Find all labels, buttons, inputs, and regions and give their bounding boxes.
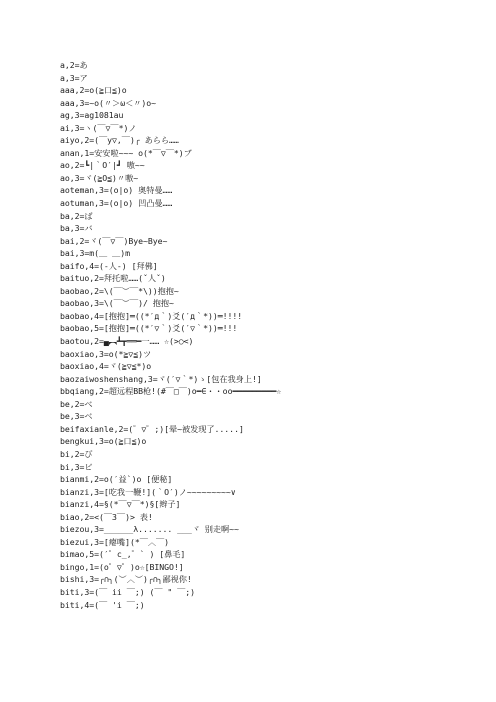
text-line: biezou,3=______λ....... ___ヾ 别走啊~~ — [60, 524, 239, 535]
text-line: baobao,5=[抱抱]═((*′▽｀)爻(′▽｀*))═!!! — [60, 323, 238, 334]
text-line: bai,3=m(＿ ＿)m — [60, 248, 130, 259]
text-line: be,2=べ — [60, 398, 93, 409]
text-line: bianzi,4=§(*￣▽￣*)§[辫子] — [60, 499, 181, 510]
text-line: bengkui,3=o(≧口≦)o — [60, 436, 147, 447]
text-line: baoxiao,3=o(*≧▽≦)ツ — [60, 348, 152, 359]
text-line: ba,2=ば — [60, 210, 93, 221]
text-line: a,3=ア — [60, 72, 88, 83]
text-line: baoxiao,4=ヾ(≧▽≦*)o — [60, 361, 152, 372]
text-line: aaa,2=o(≧口≦)o — [60, 85, 127, 96]
text-line: baobao,4=[抱抱]═((*′д｀)爻(′д｀*))═!!!! — [60, 310, 243, 321]
text-line: anan,1=安安啦~~~ o(*￣▽￣*)ブ — [60, 147, 192, 158]
text-line: ai,3=ヽ(￣▽￣*)ノ — [60, 122, 137, 133]
text-line: bi,3=ビ — [60, 461, 93, 472]
text-line: bimao,5=(′゜c_,゜` ) [鼻毛] — [60, 549, 186, 560]
text-line: ao,3=ヾ(≧O≦)〃嗷~ — [60, 172, 139, 183]
text-line: biezui,3=[瘪嘴](*￣︿￣) — [60, 536, 169, 547]
text-line: baifo,4=(-人-) [拜佛] — [60, 260, 158, 271]
text-line: be,3=ベ — [60, 411, 93, 422]
text-line: bingo,1=(o゜▽゜)o☆[BINGO!] — [60, 561, 184, 572]
text-line: aaa,3=~o(〃＞ω＜〃)o~ — [60, 97, 156, 108]
text-line: baobao,2=\(￣︶￣*\))抱抱~ — [60, 285, 179, 296]
text-line: baituo,2=拜托啦……(ˇ人ˇ) — [60, 273, 166, 284]
text-line: biti,3=(￣ ii ￣;) (￣ " ￣;) — [60, 586, 196, 597]
text-line: ao,2=┗|｀O′|┛ 嗷~~ — [60, 160, 145, 171]
text-line: ag,3=ag1081au — [60, 110, 124, 121]
text-line: bishi,3=╭∩╮(︶︿︶)╭∩╮鄙视你! — [60, 574, 192, 585]
text-line: ba,3=バ — [60, 223, 93, 234]
text-line: a,2=あ — [60, 60, 88, 70]
text-line: aiyo,2=(￣y▽,￣)╭ あらら…… — [60, 135, 179, 146]
text-line: bai,2=ヾ(￣▽￣)Bye~Bye~ — [60, 235, 168, 246]
text-line: bbqiang,2=超远程BB枪!(#￣□￣)o━∈・・oo━━━━━━━━━☆ — [60, 386, 282, 397]
text-line: bianzi,3=[吃我一鞭!](｀O′)ノ~~~~~~~~~∨ — [60, 486, 236, 497]
text-line: bianmi,2=o(′益`)o [便秘] — [60, 474, 173, 485]
text-line: aotuman,3=(o|o) 凹凸曼…… — [60, 198, 173, 209]
text-line: biao,2=<(￣3￣)> 表! — [60, 511, 153, 522]
text-line: baozaiwoshenshang,3=ヾ(′▽｀*)ゝ[包在我身上!] — [60, 373, 262, 384]
text-line: biti,4=(￣ 'i ￣;) — [60, 599, 145, 610]
document-body — [60, 59, 490, 611]
text-line: aoteman,3=(o|o) 奥特曼…… — [60, 185, 173, 196]
text-line: baobao,3=\(￣︶￣)/ 抱抱~ — [60, 298, 174, 309]
text-line: baotou,2=▄︻┻┳══━一…… ☆(>○<) — [60, 336, 194, 347]
text-line: bi,2=び — [60, 448, 93, 459]
text-line: beifaxianle,2=(゜▽゜;)[晕~被发现了.....] — [60, 423, 244, 434]
